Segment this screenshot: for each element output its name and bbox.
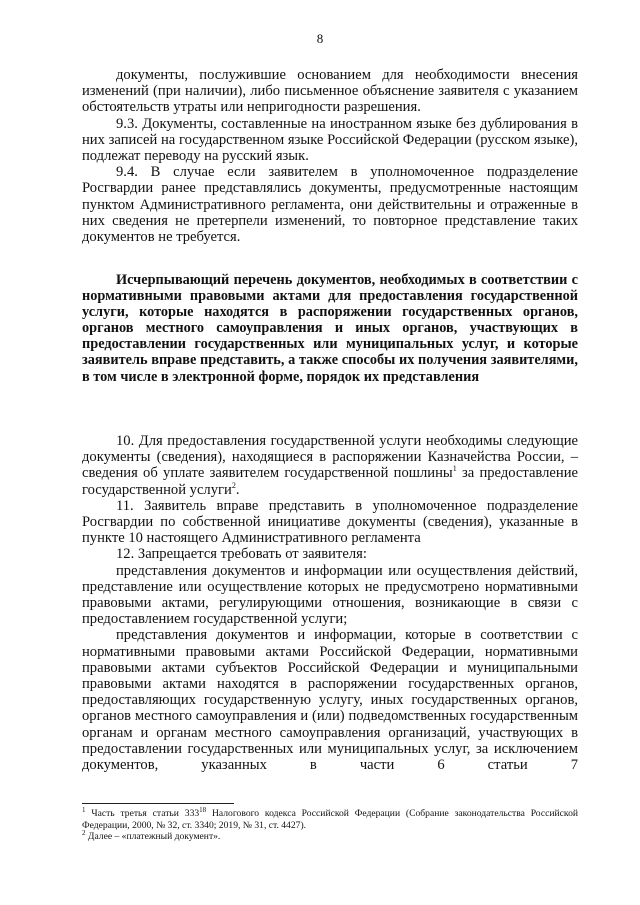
footnote-ref-1: 1: [452, 464, 457, 474]
footnote-1-text-a: Часть третья статьи 333: [85, 808, 200, 819]
paragraph-10-text: 10. Для предоставления государственной услуги необходимы следующие документы (сведения), находящиеся в распоряжении Казначейства России, – сведения об уплате заявителем государственной пошлины: [82, 433, 578, 482]
footnote-1-article-sup: 18: [199, 805, 207, 814]
paragraph-10: [82, 433, 578, 498]
footnote-2-mark: 2: [82, 829, 86, 837]
footnote-2: [82, 831, 578, 843]
paragraph-10-middle: за предоставление государственной услуги: [82, 465, 578, 498]
footnotes: [82, 805, 578, 843]
footnote-separator: [82, 803, 234, 804]
paragraph-12-item-a: представления документов и информации или осуществления действий, представление или осуществление которых не предусмотрено нормативными правовыми актами, регулирующими отношения, возникающие в связи с предоставлением государственной услуги;: [82, 562, 578, 628]
paragraph-11: 11. Заявитель вправе представить в уполномоченное подразделение Росгвардии по собственной инициативе документы (сведения), указанные в пункте 10 настоящего Административного регламента: [82, 497, 578, 547]
paragraph-10-end: .: [235, 481, 240, 498]
section-heading: Исчерпывающий перечень документов, необходимых в соответствии с нормативными правовыми актами для предоставления государственной услуги, которые находятся в распоряжении государственных органов, органов местного самоуправления и иных органов, участвующих в предоставлении государственных или муниципальных услуг, и которые заявитель вправе представить, а также способы их получения заявителями, в том числе в электронной форме, порядок их представления: [82, 272, 578, 385]
paragraph-12-item-b: представления документов и информации, которые в соответствии с нормативными правовыми актами Российской Федерации, нормативными правовыми актами субъектов Российской Федерации и муниципальными правовыми актами находятся в распоряжении государственных органов, предоставляющих государственную услугу, иных государственных органов, органов местного самоуправления и (или) подведомственных государственным органам и органам местного самоуправления организаций, участвующих в предоставлении государственных или муниципальных услуг, за исключением документов, указанных в части 6 статьи 7: [82, 627, 578, 774]
page-number: 8: [316, 31, 324, 46]
paragraph-block-top: [82, 67, 578, 245]
footnote-2-text: Далее – «платежный документ».: [85, 831, 221, 843]
footnote-1: [82, 805, 578, 831]
paragraph-12: 12. Запрещается требовать от заявителя:: [116, 546, 367, 563]
paragraph-block-main: [82, 433, 578, 773]
paragraph-documents-changes: документы, послужившие основанием для необходимости внесения изменений (при наличии), либо письменное объяснение заявителя с указанием обстоятельств утраты или непригодности разрешения.: [82, 67, 578, 116]
paragraph-9-3: 9.3. Документы, составленные на иностранном языке без дублирования в них записей на государственном языке Российской Федерации (русском языке), подлежат переводу на русский язык.: [82, 115, 578, 165]
paragraph-9-4: 9.4. В случае если заявителем в уполномоченное подразделение Росгвардии ранее представлялись документы, предусмотренные настоящим пунктом Административного регламента, они действительны и отраженные в них сведения не претерпели изменений, то повторное представление таких документов не требуется.: [82, 164, 578, 246]
footnote-1-text-b: Налогового кодекса Российской Федерации (Собрание законодательства Российской Федерации, 2000, № 32, ст. 3340; 2019, № 31, ст. 4427).: [82, 808, 578, 831]
footnote-ref-2: 2: [231, 480, 236, 490]
footnote-1-mark: 1: [82, 805, 86, 814]
